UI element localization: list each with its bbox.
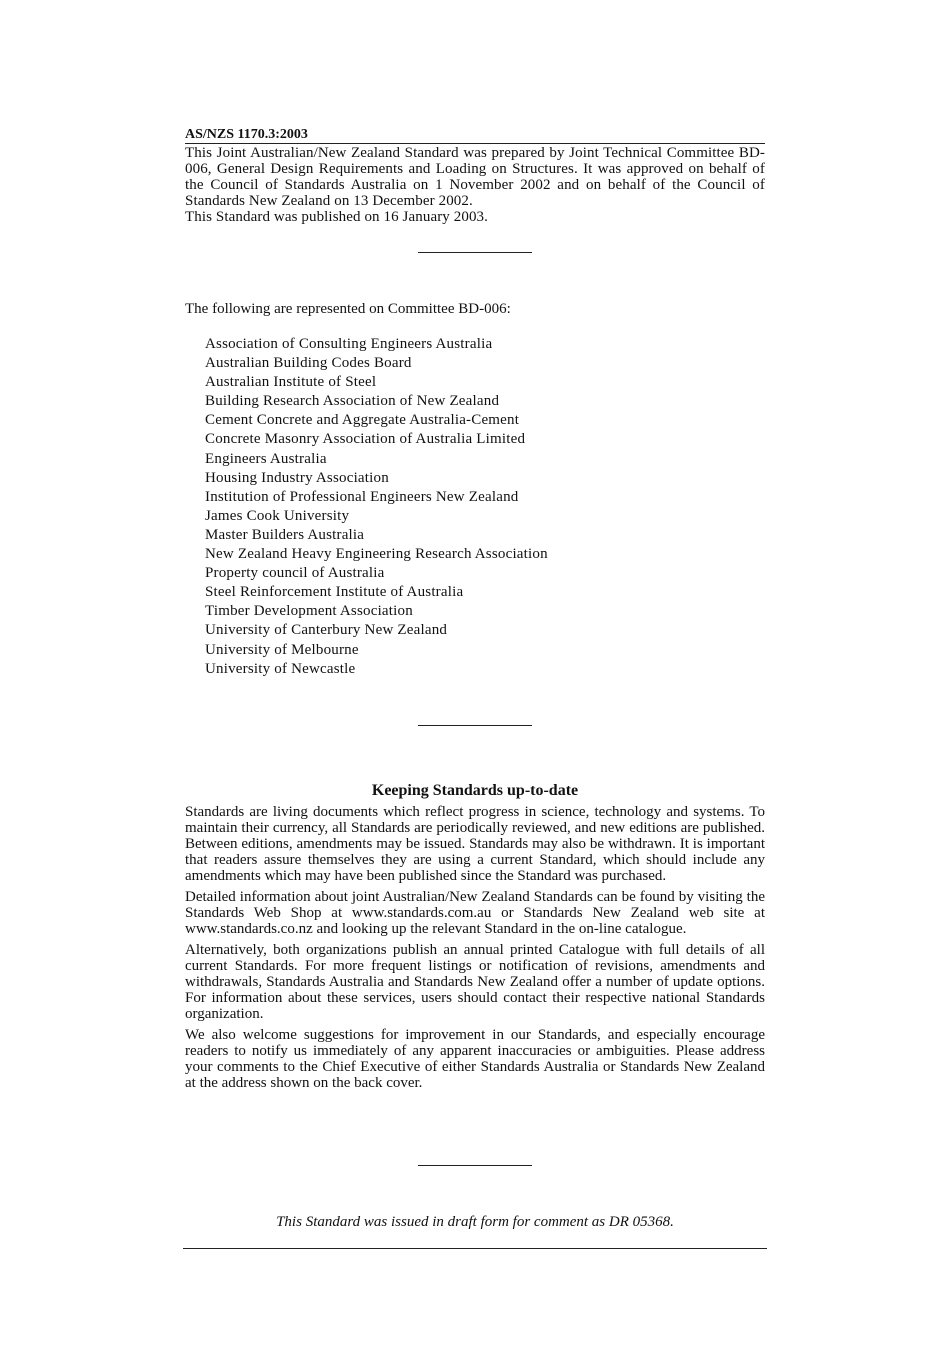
committee-member: University of Melbourne (205, 641, 359, 658)
committee-member: Steel Reinforcement Institute of Australia (205, 584, 464, 601)
standard-code: AS/NZS 1170.3:2003 (185, 126, 765, 144)
publication-date: This Standard was published on 16 January 2003. (185, 209, 488, 225)
committee-member: New Zealand Heavy Engineering Research Association (205, 546, 548, 563)
body-paragraph: Detailed information about joint Australian/New Zealand Standards can be found by visiting the Standards Web Shop at www.standards.com.au or Standards New Zealand web site at www.standards.co.nz and looking up the relevant Standard in the on-line catalogue. (185, 889, 765, 937)
body-paragraph: Standards are living documents which reflect progress in science, technology and systems. To maintain their currency, all Standards are periodically reviewed, and new editions are published. Between editions, amendments may be issued. Standards may also be withdrawn. It is important that readers assure themselves they are using a current Standard, which should include any amendments which may have been published since the Standard was purchased. (185, 804, 765, 884)
committee-member-list (205, 335, 548, 679)
draft-note: This Standard was issued in draft form for comment as DR 05368. (276, 1214, 674, 1230)
body-paragraph: We also welcome suggestions for improvement in our Standards, and especially encourage readers to notify us immediately of any apparent inaccuracies or ambiguities. Please address your comments to the Chief Executive of either Standards Australia or Standards New Zealand at the address shown on the back cover. (185, 1027, 765, 1091)
committee-member: Master Builders Australia (205, 526, 365, 543)
committee-intro: The following are represented on Committee BD-006: (185, 301, 511, 317)
committee-member: Australian Institute of Steel (205, 374, 377, 391)
committee-member: Concrete Masonry Association of Australia Limited (205, 431, 526, 448)
committee-member: Engineers Australia (205, 450, 327, 467)
preparation-statement (185, 145, 765, 225)
committee-member: Timber Development Association (205, 603, 413, 620)
committee-member: University of Newcastle (205, 660, 356, 677)
committee-member: Institution of Professional Engineers New Zealand (205, 488, 519, 505)
committee-member: Association of Consulting Engineers Australia (205, 336, 493, 352)
section-divider (418, 1165, 532, 1166)
committee-member: Building Research Association of New Zealand (205, 393, 500, 410)
committee-member: James Cook University (205, 507, 350, 524)
committee-member: Australian Building Codes Board (205, 355, 412, 372)
committee-member: Property council of Australia (205, 565, 385, 582)
keeping-standards-heading: Keeping Standards up-to-date (371, 782, 579, 799)
section-divider (418, 725, 532, 726)
preparation-paragraph: This Joint Australian/New Zealand Standard was prepared by Joint Technical Committee BD-006, General Design Requirements and Loading on Structures. It was approved on behalf of the Council of Standards Australia on 1 November 2002 and on behalf of the Council of Standards New Zealand on 13 December 2002. (185, 145, 765, 209)
keeping-standards-body (185, 804, 765, 1096)
committee-member: Housing Industry Association (205, 469, 389, 486)
committee-member: Cement Concrete and Aggregate Australia-Cement (205, 412, 520, 429)
section-divider (418, 252, 532, 253)
body-paragraph: Alternatively, both organizations publish an annual printed Catalogue with full details of all current Standards. For more frequent listings or notification of revisions, amendments and withdrawals, Standards Australia and Standards New Zealand offer a number of update options. For information about these services, users should contact their respective national Standards organization. (185, 942, 765, 1022)
footer-rule (183, 1248, 767, 1249)
committee-member: University of Canterbury New Zealand (205, 622, 448, 639)
